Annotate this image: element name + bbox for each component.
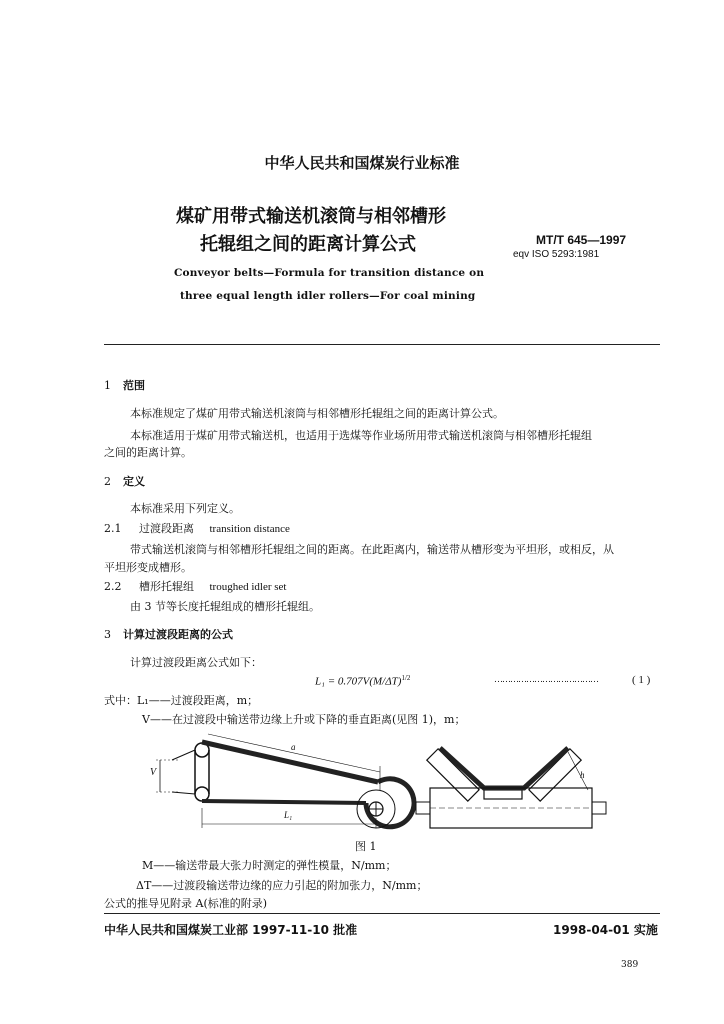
where-label: [104, 692, 258, 708]
english-title-line-2: three equal length idler rollers—For coal mining: [180, 290, 476, 302]
return-roller-circle: [195, 787, 209, 801]
paragraph-continuation: 平坦形变成槽形。: [104, 561, 192, 574]
header-rule: [104, 344, 660, 345]
paragraph: 带式输送机滚筒与相邻槽形托辊组之间的距离。在此距离内，输送带从槽形变为平坦形，或相反，从: [130, 543, 614, 556]
belt-return: [202, 801, 366, 803]
definition-2-2: [104, 578, 286, 594]
title-line-2: 托辊组之间的距离计算公式: [200, 234, 416, 255]
center-roller: [484, 790, 522, 799]
formula-expression: L₁ = 0.707V(M/ΔT): [315, 675, 402, 688]
clause-number: 2.1: [104, 522, 122, 535]
paragraph: 由 3 节等长度托辊组成的槽形托辊组。: [130, 600, 320, 613]
shaft-right: [592, 802, 606, 814]
shaft-left: [416, 802, 430, 814]
standard-code: MT/T 645—1997: [536, 233, 627, 247]
where-text: 式中：: [104, 694, 137, 707]
term-cn: 过渡段距离: [139, 522, 194, 535]
eqv-reference: eqv ISO 5293:1981: [513, 249, 600, 260]
variable-dt: ΔT——过渡段输送带边缘的应力引起的附加张力，N/mm；: [136, 879, 428, 892]
dimension-a-line: [208, 734, 380, 772]
page-number: 389: [621, 960, 639, 970]
label-l1: L₁: [284, 810, 293, 820]
paragraph-continuation: 之间的距离计算。: [104, 446, 192, 459]
formula: [315, 674, 410, 688]
formula-exponent: 1/2: [401, 674, 411, 682]
formula-leader-dots: …………………………………: [494, 674, 598, 684]
title-line-1: 煤矿用带式输送机滚筒与相邻槽形: [176, 206, 446, 227]
paragraph: 本标准适用于煤矿用带式输送机，也适用于选煤等作业场所用带式输送机滚筒与相邻槽形托辊组: [130, 429, 592, 442]
label-h: h: [580, 770, 585, 780]
section-number: 2: [104, 475, 111, 488]
figure-1-diagram: [140, 730, 620, 855]
section-3-heading: [104, 626, 233, 642]
term-en: troughed idler set: [209, 581, 287, 593]
label-v: V: [150, 767, 157, 778]
section-title: 定义: [123, 475, 145, 488]
standard-body-heading: 中华人民共和国煤炭行业标准: [264, 154, 460, 172]
footer-rule: [104, 913, 660, 914]
formula-number: ( 1 ): [632, 674, 651, 686]
section-title: 范围: [123, 379, 145, 392]
definition-2-1: [104, 520, 290, 536]
belt-top: [202, 742, 378, 782]
variable-m: M——输送带最大张力时测定的弹性模量，N/mm；: [142, 859, 397, 872]
approval-info: 中华人民共和国煤炭工业部 1997-11-10 批准: [104, 923, 358, 937]
english-title-line-1: Conveyor belts—Formula for transition distance on: [174, 267, 485, 279]
section-title: 计算过渡段距离的公式: [123, 628, 233, 641]
section-1-heading: [104, 377, 145, 393]
section-2-heading: [104, 473, 145, 489]
trough-cross-section: [416, 748, 606, 828]
effective-date: 1998-04-01 实施: [553, 923, 658, 937]
term-en: transition distance: [209, 523, 290, 535]
variable-l1: L₁——过渡段距离，m；: [137, 694, 259, 707]
label-a: a: [291, 742, 296, 752]
paragraph: 本标准规定了煤矿用带式输送机滚筒与相邻槽形托辊组之间的距离计算公式。: [130, 407, 504, 420]
variable-v: V——在过渡段中输送带边缘上升或下降的垂直距离(见图 1)，m；: [142, 713, 466, 726]
section-number: 3: [104, 628, 111, 641]
paragraph: 计算过渡段距离公式如下：: [130, 656, 262, 669]
term-cn: 槽形托辊组: [139, 580, 194, 593]
figure-caption: 图 1: [355, 840, 377, 853]
trough-belt: [440, 748, 568, 788]
paragraph: 本标准采用下列定义。: [130, 502, 240, 515]
section-number: 1: [104, 379, 111, 392]
clause-number: 2.2: [104, 580, 122, 593]
derivation-note: 公式的推导见附录 A(标准的附录): [104, 897, 268, 910]
